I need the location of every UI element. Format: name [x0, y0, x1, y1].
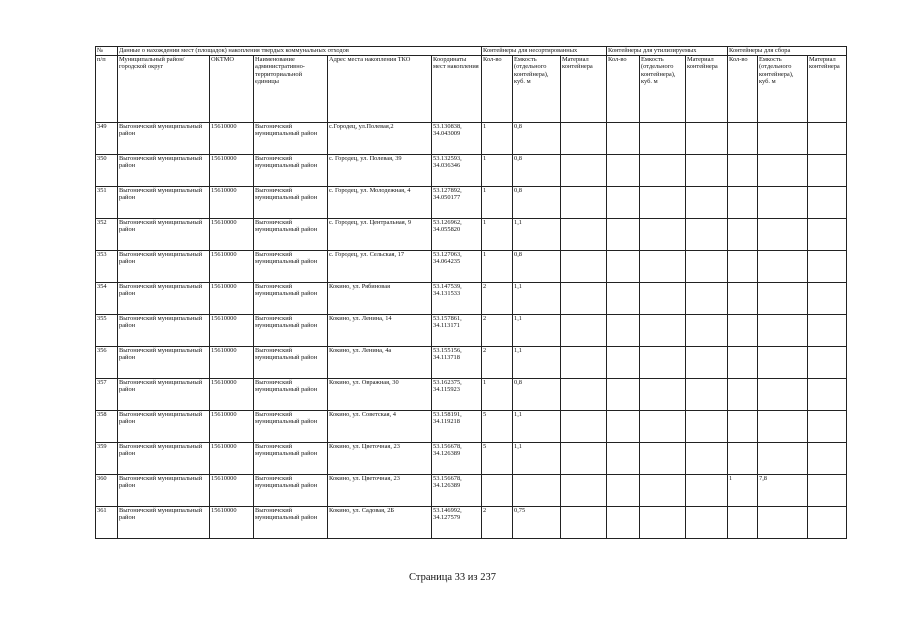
row-number: 359	[96, 443, 118, 475]
cell-coordinates: 53.156678, 34.126389	[432, 475, 482, 507]
cell-unsorted-capacity	[513, 475, 561, 507]
header-unsorted-material: Материал контейнера	[561, 56, 607, 123]
cell-address: Кокино, ул. Цветочная, 23	[328, 443, 432, 475]
cell-coordinates: 53.146992, 34.127579	[432, 507, 482, 539]
header-num-sub: п/п	[96, 56, 118, 123]
cell-collect-count	[728, 443, 758, 475]
cell-recycle-count	[607, 187, 640, 219]
cell-coordinates: 53.127063, 34.064235	[432, 251, 482, 283]
cell-collect-material	[808, 315, 847, 347]
header-recycle-material: Материал контейнера	[686, 56, 728, 123]
header-district: Муниципальный район/городской округ	[118, 56, 210, 123]
cell-district: Выгоничский муниципальный район	[118, 507, 210, 539]
cell-unsorted-material	[561, 187, 607, 219]
cell-collect-count	[728, 219, 758, 251]
cell-address: с. Городец, ул. Сельская, 17	[328, 251, 432, 283]
row-number: 356	[96, 347, 118, 379]
cell-territory: Выгоничский муниципальный район	[254, 155, 328, 187]
cell-address: Кокино, ул. Советская, 4	[328, 411, 432, 443]
cell-recycle-capacity	[640, 443, 686, 475]
cell-address: Кокино, ул. Ленина, 4а	[328, 347, 432, 379]
cell-oktmo: 15610000	[210, 475, 254, 507]
cell-unsorted-count	[482, 475, 513, 507]
cell-unsorted-capacity: 1,1	[513, 283, 561, 315]
cell-collect-capacity	[758, 219, 808, 251]
header-coords: Координаты мест накопления	[432, 56, 482, 123]
cell-recycle-count	[607, 411, 640, 443]
cell-collect-count	[728, 155, 758, 187]
cell-recycle-count	[607, 251, 640, 283]
cell-unsorted-capacity: 0,75	[513, 507, 561, 539]
cell-unsorted-material	[561, 507, 607, 539]
cell-recycle-count	[607, 123, 640, 155]
cell-collect-capacity	[758, 251, 808, 283]
cell-collect-count	[728, 379, 758, 411]
cell-coordinates: 53.127892, 34.050177	[432, 187, 482, 219]
cell-coordinates: 53.155156, 34.113718	[432, 347, 482, 379]
cell-recycle-count	[607, 507, 640, 539]
header-collect-count: Кол-во	[728, 56, 758, 123]
cell-collect-material	[808, 443, 847, 475]
cell-collect-count	[728, 123, 758, 155]
header-recycle-capacity: Емкость (отдельного контейнера), куб. м	[640, 56, 686, 123]
table-row	[96, 155, 847, 187]
cell-unsorted-capacity: 0,8	[513, 123, 561, 155]
cell-recycle-count	[607, 283, 640, 315]
header-address: Адрес места накопления ТКО	[328, 56, 432, 123]
cell-unsorted-count: 5	[482, 443, 513, 475]
cell-unsorted-count: 2	[482, 347, 513, 379]
cell-unsorted-capacity: 1,1	[513, 411, 561, 443]
table-row	[96, 283, 847, 315]
cell-address: с. Городец, ул. Полевая, 39	[328, 155, 432, 187]
cell-unsorted-count: 1	[482, 219, 513, 251]
cell-address: Кокино, ул. Цветочная, 23	[328, 475, 432, 507]
cell-unsorted-material	[561, 411, 607, 443]
cell-district: Выгоничский муниципальный район	[118, 475, 210, 507]
cell-oktmo: 15610000	[210, 315, 254, 347]
cell-territory: Выгоничский муниципальный район	[254, 251, 328, 283]
cell-district: Выгоничский муниципальный район	[118, 347, 210, 379]
cell-collect-count	[728, 347, 758, 379]
cell-unsorted-count: 1	[482, 155, 513, 187]
cell-collect-capacity	[758, 123, 808, 155]
cell-collect-capacity	[758, 283, 808, 315]
cell-collect-material	[808, 155, 847, 187]
page-number: Страница 33 из 237	[409, 572, 496, 583]
cell-recycle-capacity	[640, 475, 686, 507]
cell-recycle-capacity	[640, 123, 686, 155]
cell-collect-count	[728, 283, 758, 315]
cell-recycle-material	[686, 443, 728, 475]
cell-recycle-material	[686, 379, 728, 411]
cell-unsorted-count: 1	[482, 187, 513, 219]
cell-unsorted-material	[561, 475, 607, 507]
cell-recycle-material	[686, 475, 728, 507]
cell-unsorted-material	[561, 283, 607, 315]
cell-collect-material	[808, 411, 847, 443]
cell-territory: Выгоничский муниципальный район	[254, 123, 328, 155]
cell-recycle-capacity	[640, 155, 686, 187]
cell-collect-capacity	[758, 507, 808, 539]
cell-collect-material	[808, 219, 847, 251]
cell-collect-count	[728, 187, 758, 219]
cell-territory: Выгоничский муниципальный район	[254, 347, 328, 379]
header-group-collect: Контейнеры для сбора	[728, 47, 847, 56]
cell-district: Выгоничский муниципальный район	[118, 155, 210, 187]
header-collect-material: Материал контейнера	[808, 56, 847, 123]
cell-recycle-capacity	[640, 411, 686, 443]
row-number: 351	[96, 187, 118, 219]
cell-recycle-count	[607, 475, 640, 507]
cell-coordinates: 53.126962, 34.055820	[432, 219, 482, 251]
cell-unsorted-material	[561, 347, 607, 379]
row-number: 357	[96, 379, 118, 411]
cell-unsorted-count: 1	[482, 379, 513, 411]
cell-territory: Выгоничский муниципальный район	[254, 443, 328, 475]
table-row	[96, 475, 847, 507]
cell-recycle-capacity	[640, 283, 686, 315]
cell-unsorted-capacity: 0,8	[513, 155, 561, 187]
table-row	[96, 379, 847, 411]
cell-unsorted-capacity: 0,8	[513, 251, 561, 283]
header-territory: Наименование административно-территориальной единицы	[254, 56, 328, 123]
cell-territory: Выгоничский муниципальный район	[254, 379, 328, 411]
table-row	[96, 219, 847, 251]
cell-collect-material	[808, 251, 847, 283]
cell-collect-material	[808, 283, 847, 315]
header-group-location: Данные о нахождении мест (площадок) накопления твердых коммунальных отходов	[118, 47, 482, 56]
cell-address: Кокино, ул. Овражная, 30	[328, 379, 432, 411]
row-number: 360	[96, 475, 118, 507]
cell-recycle-count	[607, 443, 640, 475]
cell-oktmo: 15610000	[210, 379, 254, 411]
cell-unsorted-count: 5	[482, 411, 513, 443]
cell-collect-material	[808, 507, 847, 539]
cell-recycle-capacity	[640, 187, 686, 219]
table-row	[96, 315, 847, 347]
row-number: 354	[96, 283, 118, 315]
cell-collect-capacity	[758, 187, 808, 219]
cell-collect-material	[808, 475, 847, 507]
cell-unsorted-count: 1	[482, 123, 513, 155]
cell-unsorted-count: 2	[482, 507, 513, 539]
cell-coordinates: 53.162375, 34.115923	[432, 379, 482, 411]
cell-recycle-capacity	[640, 219, 686, 251]
cell-territory: Выгоничский муниципальный район	[254, 411, 328, 443]
cell-oktmo: 15610000	[210, 507, 254, 539]
cell-oktmo: 15610000	[210, 347, 254, 379]
cell-unsorted-material	[561, 379, 607, 411]
cell-collect-count	[728, 315, 758, 347]
cell-recycle-material	[686, 411, 728, 443]
cell-coordinates: 53.147539, 34.131533	[432, 283, 482, 315]
cell-oktmo: 15610000	[210, 443, 254, 475]
cell-oktmo: 15610000	[210, 283, 254, 315]
cell-unsorted-capacity: 1,1	[513, 347, 561, 379]
cell-recycle-material	[686, 123, 728, 155]
row-number: 353	[96, 251, 118, 283]
cell-recycle-material	[686, 219, 728, 251]
cell-collect-capacity: 7,8	[758, 475, 808, 507]
cell-address: с. Городец, ул. Молодежная, 4	[328, 187, 432, 219]
header-unsorted-capacity: Емкость (отдельного контейнера), куб. м	[513, 56, 561, 123]
cell-address: Кокино, ул. Садовая, 2Б	[328, 507, 432, 539]
cell-district: Выгоничский муниципальный район	[118, 443, 210, 475]
cell-address: с. Городец, ул. Центральная, 9	[328, 219, 432, 251]
cell-unsorted-material	[561, 315, 607, 347]
cell-recycle-capacity	[640, 315, 686, 347]
table-row	[96, 411, 847, 443]
containers-table	[95, 46, 847, 539]
cell-collect-capacity	[758, 379, 808, 411]
cell-recycle-capacity	[640, 379, 686, 411]
cell-collect-capacity	[758, 315, 808, 347]
cell-coordinates: 53.156678, 34.126389	[432, 443, 482, 475]
row-number: 361	[96, 507, 118, 539]
cell-district: Выгоничский муниципальный район	[118, 379, 210, 411]
cell-oktmo: 15610000	[210, 187, 254, 219]
cell-collect-count	[728, 507, 758, 539]
cell-district: Выгоничский муниципальный район	[118, 251, 210, 283]
cell-unsorted-count: 2	[482, 315, 513, 347]
cell-territory: Выгоничский муниципальный район	[254, 187, 328, 219]
cell-district: Выгоничский муниципальный район	[118, 315, 210, 347]
header-recycle-count: Кол-во	[607, 56, 640, 123]
table-row	[96, 187, 847, 219]
cell-recycle-capacity	[640, 251, 686, 283]
cell-oktmo: 15610000	[210, 123, 254, 155]
cell-coordinates: 53.132593, 34.036346	[432, 155, 482, 187]
cell-coordinates: 53.158191, 34.119218	[432, 411, 482, 443]
cell-recycle-count	[607, 219, 640, 251]
cell-unsorted-count: 2	[482, 283, 513, 315]
cell-district: Выгоничский муниципальный район	[118, 283, 210, 315]
cell-recycle-capacity	[640, 347, 686, 379]
cell-recycle-count	[607, 347, 640, 379]
header-oktmo: ОКТМО	[210, 56, 254, 123]
cell-territory: Выгоничский муниципальный район	[254, 283, 328, 315]
table-row	[96, 251, 847, 283]
cell-district: Выгоничский муниципальный район	[118, 411, 210, 443]
cell-recycle-material	[686, 315, 728, 347]
cell-territory: Выгоничский муниципальный район	[254, 315, 328, 347]
cell-collect-capacity	[758, 411, 808, 443]
cell-collect-count: 1	[728, 475, 758, 507]
cell-oktmo: 15610000	[210, 411, 254, 443]
cell-recycle-count	[607, 379, 640, 411]
cell-oktmo: 15610000	[210, 219, 254, 251]
header-columns-row	[96, 56, 847, 123]
cell-address: Кокино, ул. Ленина, 14	[328, 315, 432, 347]
cell-unsorted-capacity: 1,1	[513, 443, 561, 475]
cell-district: Выгоничский муниципальный район	[118, 187, 210, 219]
table-row	[96, 507, 847, 539]
cell-unsorted-material	[561, 219, 607, 251]
cell-recycle-material	[686, 155, 728, 187]
cell-collect-count	[728, 411, 758, 443]
header-group-unsorted: Контейнеры для несортированных	[482, 47, 607, 56]
cell-recycle-capacity	[640, 507, 686, 539]
cell-unsorted-capacity: 1,1	[513, 315, 561, 347]
cell-unsorted-capacity: 0,8	[513, 187, 561, 219]
cell-recycle-material	[686, 507, 728, 539]
cell-recycle-material	[686, 187, 728, 219]
cell-recycle-count	[607, 155, 640, 187]
cell-collect-capacity	[758, 155, 808, 187]
header-group-row	[96, 47, 847, 56]
cell-recycle-material	[686, 251, 728, 283]
cell-territory: Выгоничский муниципальный район	[254, 507, 328, 539]
cell-unsorted-material	[561, 155, 607, 187]
cell-oktmo: 15610000	[210, 251, 254, 283]
header-num: №	[96, 47, 118, 56]
table-row	[96, 123, 847, 155]
header-unsorted-count: Кол-во	[482, 56, 513, 123]
cell-address: с.Городец, ул.Полевая,2	[328, 123, 432, 155]
cell-collect-material	[808, 187, 847, 219]
cell-collect-capacity	[758, 443, 808, 475]
cell-recycle-count	[607, 315, 640, 347]
row-number: 349	[96, 123, 118, 155]
cell-collect-material	[808, 347, 847, 379]
row-number: 358	[96, 411, 118, 443]
table-row	[96, 347, 847, 379]
cell-unsorted-count: 1	[482, 251, 513, 283]
cell-collect-count	[728, 251, 758, 283]
row-number: 350	[96, 155, 118, 187]
table-row	[96, 443, 847, 475]
cell-collect-material	[808, 123, 847, 155]
cell-collect-capacity	[758, 347, 808, 379]
cell-coordinates: 53.130838, 34.043009	[432, 123, 482, 155]
cell-recycle-material	[686, 347, 728, 379]
cell-territory: Выгоничский муниципальный район	[254, 475, 328, 507]
cell-recycle-material	[686, 283, 728, 315]
cell-district: Выгоничский муниципальный район	[118, 219, 210, 251]
header-collect-capacity: Емкость (отдельного контейнера), куб. м	[758, 56, 808, 123]
cell-unsorted-material	[561, 443, 607, 475]
cell-unsorted-material	[561, 251, 607, 283]
cell-unsorted-capacity: 1,1	[513, 219, 561, 251]
cell-unsorted-material	[561, 123, 607, 155]
cell-oktmo: 15610000	[210, 155, 254, 187]
cell-collect-material	[808, 379, 847, 411]
cell-address: Кокино, ул. Рябиновая	[328, 283, 432, 315]
cell-territory: Выгоничский муниципальный район	[254, 219, 328, 251]
cell-coordinates: 53.157861, 34.113171	[432, 315, 482, 347]
cell-district: Выгоничский муниципальный район	[118, 123, 210, 155]
header-group-recycle: Контейнеры для утилизируемых	[607, 47, 728, 56]
row-number: 352	[96, 219, 118, 251]
cell-unsorted-capacity: 0,8	[513, 379, 561, 411]
row-number: 355	[96, 315, 118, 347]
